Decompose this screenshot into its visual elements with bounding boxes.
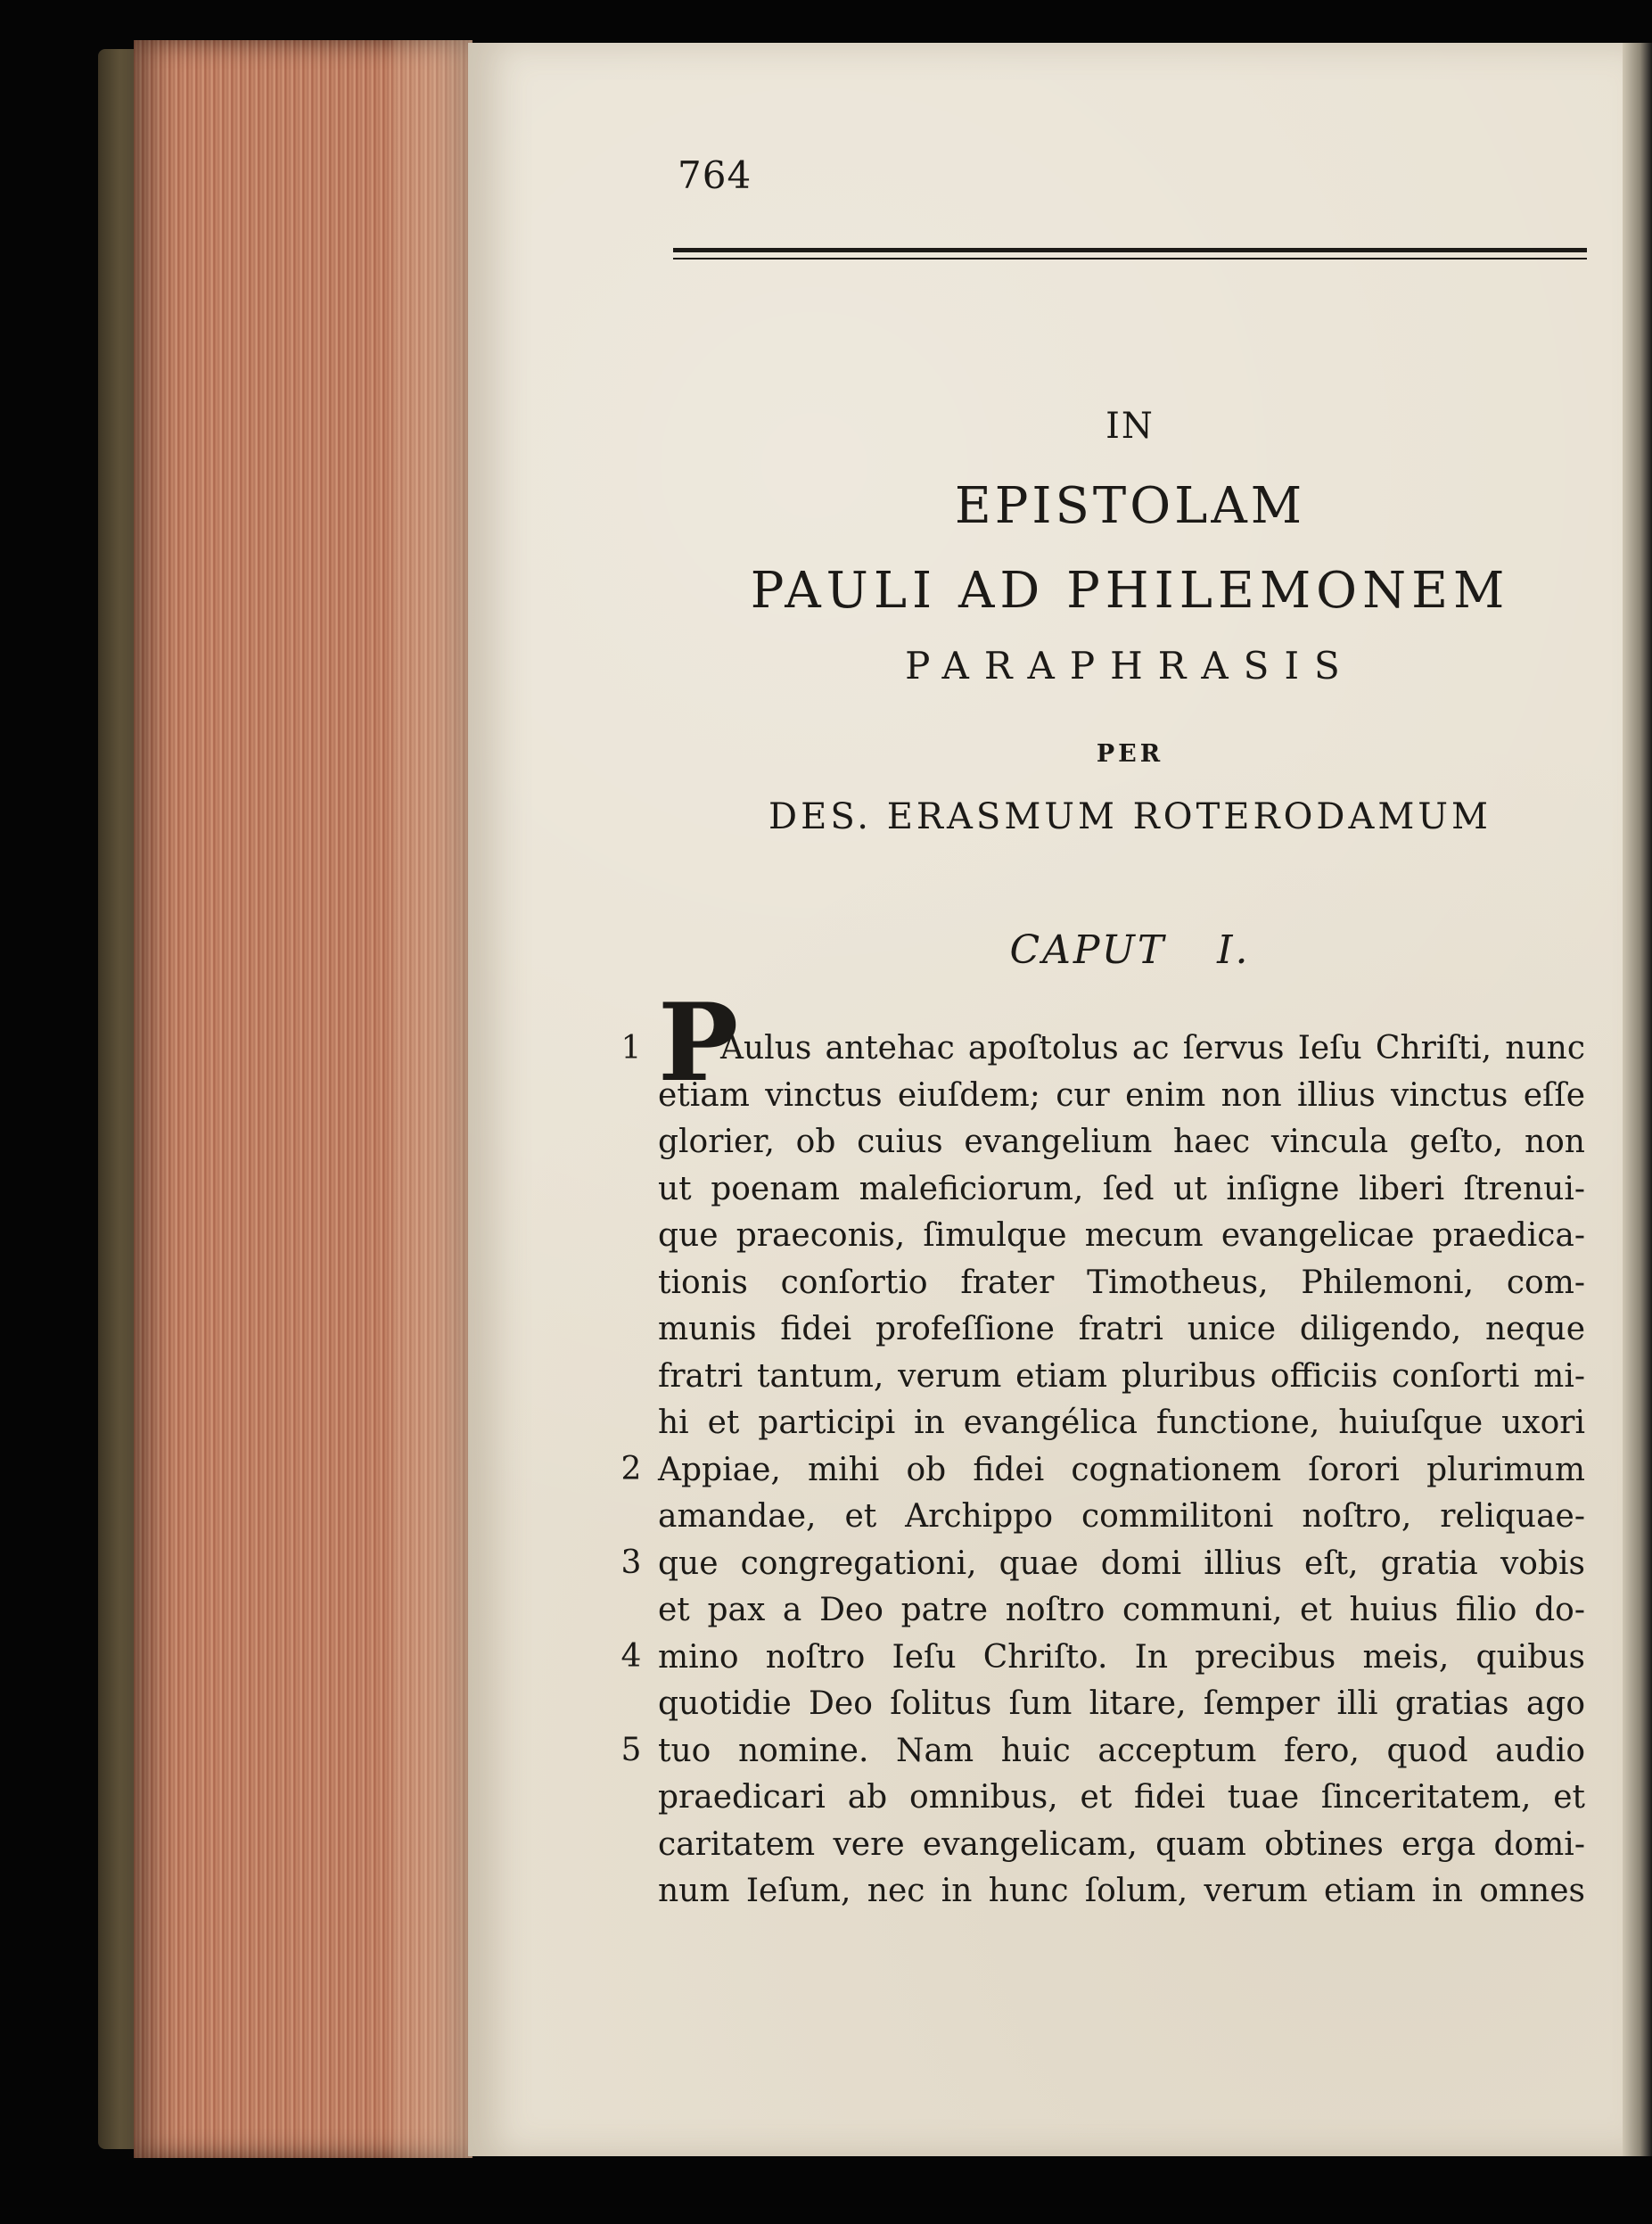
- text-line: praedicari ab omnibus, et fidei tuae ſinceritatem, et: [658, 1779, 1585, 1816]
- text-line: munis fidei profeſſione fratri unice diligendo, neque: [658, 1311, 1585, 1347]
- page-number: 764: [678, 153, 752, 197]
- title-line-4: PARAPHRASIS: [905, 644, 1355, 688]
- verse-number: 2: [621, 1451, 642, 1487]
- text-line: glorier, ob cuius evangelium haec vincula geſto, non: [658, 1124, 1585, 1160]
- header-rule-thick: [673, 248, 1587, 252]
- text-line: que praeconis, ſimulque mecum evangelicae praedica-: [658, 1217, 1585, 1254]
- text-line: etiam vinctus eiuſdem; cur enim non illius vinctus eſſe: [658, 1076, 1585, 1114]
- text-line: tuo nomine. Nam huic acceptum fero, quod audio: [658, 1732, 1585, 1769]
- text-line: Appiae, mihi ob fidei cognationem ſorori plurimum: [658, 1451, 1585, 1488]
- text-line: que congregationi, quae domi illius eſt, gratia vobis: [658, 1544, 1585, 1582]
- verse-number: 5: [621, 1732, 642, 1768]
- paraphrase-text: [658, 980, 1585, 1915]
- text-line: caritatem vere evangelicam, quam obtines erga domi-: [658, 1825, 1585, 1863]
- text-line: num Ieſum, nec in hunc ſolum, verum etiam in omnes: [658, 1873, 1585, 1909]
- chapter-heading: CAPUT I.: [1009, 927, 1251, 973]
- text-line-content: Aulus antehac apoſtolus ac ſervus Ieſu Chriſti, nunc: [720, 1030, 1585, 1067]
- text-line: et pax a Deo patre noſtro communi, et huius filio do-: [658, 1592, 1585, 1628]
- text-line: tionis conſortio frater Timotheus, Philemoni, com-: [658, 1264, 1585, 1301]
- verse-number: 3: [621, 1544, 642, 1581]
- text-line: fratri tantum, verum etiam pluribus officiis conſorti mi-: [658, 1357, 1585, 1395]
- title-line-2: EPISTOLAM: [954, 477, 1306, 535]
- verse-number: 1: [621, 1030, 642, 1067]
- author-line: DES. ERASMUM ROTERODAMUM: [768, 796, 1492, 837]
- title-line-1: IN: [1105, 406, 1155, 447]
- drop-cap: P: [658, 980, 739, 1106]
- text-line: quotidie Deo ſolitus ſum litare, ſemper illi gratias ago: [658, 1685, 1585, 1722]
- text-line: ut poenam maleficiorum, ſed ut inſigne liberi ſtrenui-: [658, 1170, 1585, 1207]
- verse-number: 4: [621, 1638, 642, 1675]
- text-line: hi et participi in evangélica functione, huiuſque uxori: [658, 1404, 1585, 1441]
- text-line: mino noſtro Ieſu Chriſto. In precibus meis, quibus: [658, 1638, 1585, 1676]
- text-line: amandae, et Archippo commilitoni noſtro, reliquae-: [658, 1498, 1585, 1535]
- header-rule-thin: [673, 258, 1587, 259]
- title-line-5: PER: [1096, 740, 1164, 768]
- title-line-3: PAULI AD PHILEMONEM: [750, 562, 1510, 620]
